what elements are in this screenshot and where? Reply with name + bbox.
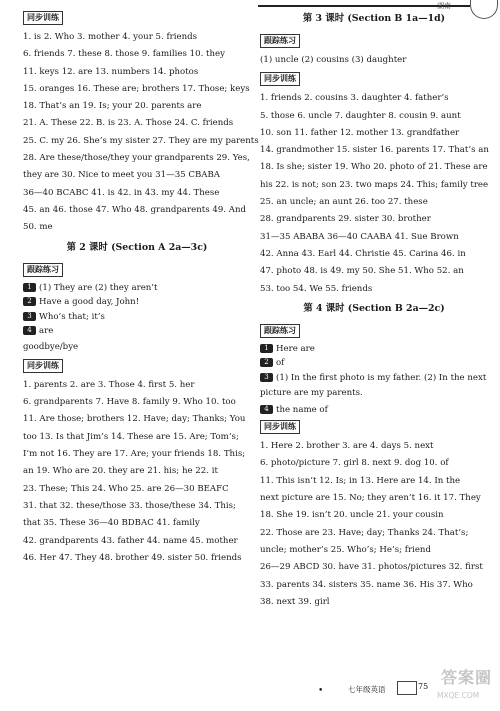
section-tag: 同步训练 [260, 420, 300, 434]
section-tag-row [260, 321, 488, 342]
answer-line: that 35. These 36—40 BDBAC 41. family [23, 518, 200, 529]
numbered-answer-line [23, 310, 251, 325]
answer-text: Who’s that; it’s [39, 311, 105, 322]
answer-line: 5. those 6. uncle 7. daughter 8. cousin 9. aunt [260, 110, 461, 121]
answer-line: 38. next 39. girl [260, 596, 330, 607]
footer-dot: • [318, 686, 324, 696]
answer-line: 23. These; This 24. Who 25. are 26—30 BEAFC [23, 483, 229, 494]
answer-line: 1. Here 2. brother 3. are 4. days 5. next [260, 441, 434, 452]
answer-line: 46. Her 47. They 48. brother 49. sister 50. friends [23, 552, 242, 563]
answer-line: 31. that 32. these/those 33. those/these 34. This; [23, 500, 236, 511]
section-tag-row [23, 8, 251, 29]
numbered-answer-line [260, 371, 488, 386]
answer-line: 42. Anna 43. Earl 44. Christie 45. Carina 46. in [260, 248, 466, 259]
answer-line: 47. photo 48. is 49. my 50. She 51. Who 52. an [260, 266, 464, 277]
answer-text: the name of [276, 404, 328, 415]
answer-line: 45. an 46. those 47. Who 48. grandparents 49. And [23, 204, 247, 215]
answer-line: 11. Are those; brothers 12. Have; day; Thanks; You [23, 414, 246, 425]
watermark-logo [437, 661, 497, 709]
answer-line: 15. oranges 16. These are; brothers 17. Those; keys [23, 83, 250, 94]
answer-line: (1) uncle (2) cousins (3) daughter [260, 55, 407, 65]
numbered-answer-line [23, 281, 251, 296]
answer-line: 10. son 11. father 12. mother 13. grandfather [260, 127, 460, 138]
answer-line: 22. Those are 23. Have; day; Thanks 24. That’s; [260, 527, 469, 538]
answer-line: 18. That’s an 19. Is; your 20. parents are [23, 101, 202, 112]
question-number-badge: 3 [260, 373, 273, 382]
answer-line: 28. grandparents 29. sister 30. brother [260, 214, 431, 225]
question-number-badge: 2 [260, 358, 273, 367]
question-number-badge: 3 [23, 312, 36, 321]
answer-line: 1. is 2. Who 3. mother 4. your 5. friends [23, 32, 198, 42]
answer-line: 26—29 ABCD 30. have 31. photos/pictures 32. first [260, 562, 483, 573]
numbered-answer-line [260, 342, 488, 357]
answer-line: 50. me [23, 222, 53, 233]
section-tag: 同步训练 [260, 72, 300, 86]
answer-line: 14. grandmother 15. sister 16. parents 17. That’s an [260, 145, 489, 156]
answer-text: are [39, 326, 54, 337]
page-number: 75 [418, 682, 429, 691]
answer-text: (1) In the first photo is my father. (2) In the next [276, 372, 487, 383]
header-mark: 湖南 [437, 2, 451, 10]
watermark-text: 答案圈 [441, 668, 493, 687]
answer-text: Have a good day, John! [39, 297, 140, 308]
answer-line: 6. photo/picture 7. girl 8. next 9. dog 10. of [260, 458, 449, 469]
section-tag-row [23, 260, 251, 281]
section-tag-row [260, 31, 488, 52]
answer-text: (1) They are (2) they aren’t [39, 282, 158, 293]
answer-line: 53. too 54. We 55. friends [260, 283, 373, 294]
footer-label: 七年级英语 [348, 685, 386, 694]
question-number-badge: 4 [260, 405, 273, 414]
answer-line: 18. She 19. isn’t 20. uncle 21. your cousin [260, 510, 444, 521]
section-tag-row [260, 69, 488, 90]
answer-line: next picture are 15. No; they aren’t 16. it 17. They [260, 493, 481, 504]
question-number-badge: 1 [23, 283, 36, 292]
answer-line: 25. an uncle; an aunt 26. too 27. these [260, 197, 428, 208]
question-number-badge: 4 [23, 326, 36, 335]
answer-line: 1. parents 2. are 3. Those 4. first 5. her [23, 379, 195, 390]
answer-line: picture are my parents. [260, 388, 363, 399]
answer-line: 28. Are these/those/they your grandparents 29. Yes, [23, 153, 250, 164]
answer-line: 31—35 ABABA 36—40 CAABA 41. Sue Brown [260, 231, 459, 242]
answer-text: Here are [276, 343, 315, 354]
numbered-answer-line [23, 324, 251, 339]
answer-line: 21. A. These 22. B. is 23. A. Those 24. C. friends [23, 118, 234, 129]
section-tag: 跟踪练习 [260, 324, 300, 338]
answer-line: 36—40 BCABC 41. is 42. in 43. my 44. These [23, 187, 220, 198]
left-column [23, 8, 259, 567]
answer-line: I’m not 16. They are 17. Are; your friends 18. This; [23, 449, 246, 460]
section-tag-row [260, 417, 488, 438]
lesson-heading: 第 2 课时 (Section A 2a—3c) [66, 241, 208, 253]
answer-line: 33. parents 34. sisters 35. name 36. His 37. Who [260, 579, 473, 590]
answer-line: 25. C. my 26. She’s my sister 27. They are my parents [23, 135, 259, 146]
answer-line: an 19. Who are 20. they are 21. his; he 22. it [23, 466, 218, 477]
section-tag: 同步训练 [23, 359, 63, 373]
numbered-answer-line [23, 295, 251, 310]
section-tag-row [23, 356, 251, 377]
lesson-heading: 第 4 课时 (Section B 2a—2c) [303, 302, 445, 314]
watermark-url: MXQE.COM [437, 691, 480, 700]
answer-line: they are 30. Nice to meet you 31—35 CBABA [23, 170, 220, 181]
question-number-badge: 1 [260, 344, 273, 353]
section-tag: 跟踪练习 [260, 34, 300, 48]
answer-line: too 13. Is that Jim’s 14. These are 15. Are; Tom’s; [23, 431, 239, 442]
numbered-answer-line [260, 356, 488, 371]
numbered-answer-line [260, 403, 488, 418]
answer-line: uncle; mother’s 25. Who’s; He’s; friend [260, 544, 431, 555]
section-tag: 跟踪练习 [23, 263, 63, 277]
answer-line: goodbye/bye [23, 341, 79, 352]
question-number-badge: 2 [23, 297, 36, 306]
lesson-heading: 第 3 课时 (Section B 1a—1d) [302, 13, 446, 24]
answer-line: 6. grandparents 7. Have 8. family 9. Who 10. too [23, 397, 236, 408]
answer-line: 11. keys 12. are 13. numbers 14. photos [23, 66, 199, 77]
answer-line: his 22. is not; son 23. two maps 24. This; family tree [260, 179, 489, 190]
answer-line: 6. friends 7. these 8. those 9. families 10. they [23, 49, 225, 60]
answer-line: 1. friends 2. cousins 3. daughter 4. father’s [260, 93, 449, 104]
answer-line: 11. This isn’t 12. Is; in 13. Here are 14. In the [260, 475, 461, 486]
section-tag: 同步训练 [23, 11, 63, 25]
page-number-box [397, 681, 417, 695]
answer-text: of [276, 358, 285, 369]
answer-line: 42. grandparents 43. father 44. name 45. mother [23, 535, 238, 546]
right-column [260, 8, 488, 611]
answer-line: 18. Is she; sister 19. Who 20. photo of 21. These are [260, 162, 488, 173]
